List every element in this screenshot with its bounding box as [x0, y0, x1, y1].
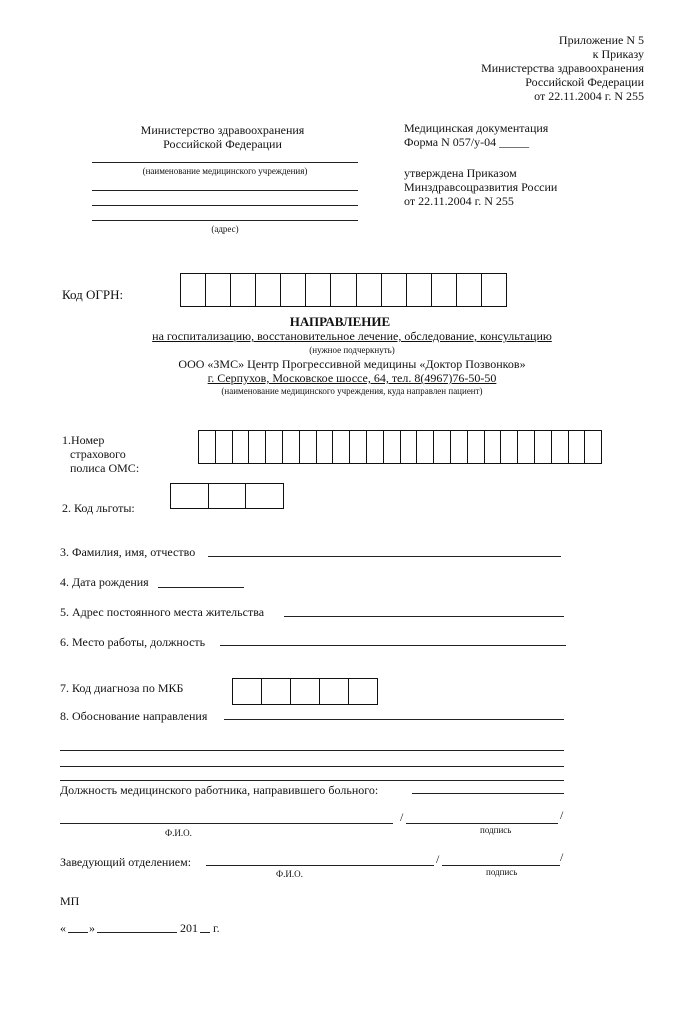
appendix-line-4: Российской Федерации: [525, 75, 644, 89]
form-info-line-1: Медицинская документация: [404, 121, 549, 135]
name-line[interactable]: [208, 556, 561, 557]
birth-label: 4. Дата рождения: [60, 575, 149, 589]
digit-box[interactable]: [320, 679, 349, 704]
diagnosis-label: 7. Код диагноза по МКБ: [60, 681, 184, 695]
head-label: Заведующий отделением:: [60, 855, 192, 869]
benefit-boxes[interactable]: [170, 483, 284, 509]
digit-box[interactable]: [233, 431, 250, 463]
benefit-label: 2. Код льготы:: [62, 501, 135, 515]
name-label: 3. Фамилия, имя, отчество: [60, 545, 196, 559]
digit-box[interactable]: [300, 431, 317, 463]
digit-box[interactable]: [349, 679, 377, 704]
form-info-line-2: Форма N 057/у-04 _____: [404, 135, 530, 149]
position-line[interactable]: [412, 793, 564, 794]
digit-box[interactable]: [485, 431, 502, 463]
work-label: 6. Место работы, должность: [60, 635, 206, 649]
date-month-line[interactable]: [97, 932, 177, 933]
head-signature-line[interactable]: [442, 865, 560, 866]
justification-line-4[interactable]: [60, 780, 564, 781]
ogrn-label: Код ОГРН:: [62, 287, 124, 302]
fio-caption: Ф.И.О.: [165, 828, 192, 838]
date-year: 201: [180, 921, 198, 935]
digit-box[interactable]: [552, 431, 569, 463]
justification-line-3[interactable]: [60, 766, 564, 767]
digit-box[interactable]: [357, 274, 382, 306]
signature-caption: подпись: [480, 825, 512, 835]
digit-box[interactable]: [585, 431, 601, 463]
digit-box[interactable]: [401, 431, 418, 463]
justification-line-1[interactable]: [224, 719, 564, 720]
digit-box[interactable]: [432, 274, 457, 306]
digit-box[interactable]: [281, 274, 306, 306]
digit-box[interactable]: [209, 484, 247, 508]
digit-box[interactable]: [266, 431, 283, 463]
justification-line-2[interactable]: [60, 750, 564, 751]
digit-box[interactable]: [367, 431, 384, 463]
digit-box[interactable]: [283, 431, 300, 463]
digit-box[interactable]: [231, 274, 256, 306]
policy-label-2: страхового: [70, 447, 126, 461]
ministry-line-2: Российской Федерации: [163, 137, 282, 151]
appendix-line-2: к Приказу: [592, 47, 644, 61]
digit-box[interactable]: [249, 431, 266, 463]
date-day-line[interactable]: [68, 932, 88, 933]
form-info-line-4: Минздравсоцразвития России: [404, 180, 558, 194]
fio-line[interactable]: [60, 823, 393, 824]
digit-box[interactable]: [246, 484, 283, 508]
head-fio-caption: Ф.И.О.: [276, 869, 303, 879]
address-line-2[interactable]: [92, 205, 358, 206]
digit-box[interactable]: [291, 679, 320, 704]
digit-box[interactable]: [171, 484, 209, 508]
institution-caption: (наименование медицинского учреждения): [142, 166, 308, 176]
position-label: Должность медицинского работника, направившего больного:: [60, 783, 379, 797]
justification-label: 8. Обоснование направления: [60, 709, 208, 723]
digit-box[interactable]: [306, 274, 331, 306]
digit-box[interactable]: [482, 274, 506, 306]
digit-box[interactable]: [501, 431, 518, 463]
head-signature-caption: подпись: [486, 867, 518, 877]
date-year-line[interactable]: [200, 932, 210, 933]
slash-4: /: [560, 850, 564, 864]
destination-caption: (наименование медицинского учреждения, куда направлен пациент): [221, 386, 483, 396]
form-info-line-3: утверждена Приказом: [404, 166, 517, 180]
destination-address: г. Серпухов, Московское шоссе, 64, тел. 8(4967)76-50-50: [207, 371, 497, 385]
appendix-line-1: Приложение N 5: [558, 33, 644, 47]
digit-box[interactable]: [382, 274, 407, 306]
digit-box[interactable]: [518, 431, 535, 463]
digit-box[interactable]: [331, 274, 356, 306]
ogrn-boxes[interactable]: [180, 273, 507, 307]
digit-box[interactable]: [350, 431, 367, 463]
slash-2: /: [560, 808, 564, 822]
slash-3: /: [436, 852, 440, 866]
digit-box[interactable]: [262, 679, 291, 704]
digit-box[interactable]: [256, 274, 281, 306]
digit-box[interactable]: [384, 431, 401, 463]
digit-box[interactable]: [569, 431, 586, 463]
institution-name-line[interactable]: [92, 162, 358, 163]
stamp-label: МП: [60, 894, 80, 908]
digit-box[interactable]: [417, 431, 434, 463]
address-field-line[interactable]: [284, 616, 564, 617]
date-year-suffix: г.: [213, 921, 220, 935]
digit-box[interactable]: [181, 274, 206, 306]
document-subtitle: на госпитализацию, восстановительное лечение, обследование, консультацию: [152, 329, 552, 343]
digit-box[interactable]: [317, 431, 334, 463]
appendix-line-5: от 22.11.2004 г. N 255: [534, 89, 644, 103]
digit-box[interactable]: [206, 274, 231, 306]
head-fio-line[interactable]: [206, 865, 434, 866]
address-line-1[interactable]: [92, 190, 358, 191]
appendix-line-3: Министерства здравоохранения: [481, 61, 644, 75]
ministry-line-1: Министерство здравоохранения: [140, 123, 305, 137]
diagnosis-boxes[interactable]: [232, 678, 378, 705]
birth-line[interactable]: [158, 587, 244, 588]
document-title: НАПРАВЛЕНИЕ: [289, 314, 391, 329]
digit-box[interactable]: [457, 274, 482, 306]
digit-box[interactable]: [451, 431, 468, 463]
digit-box[interactable]: [199, 431, 216, 463]
slash-1: /: [400, 810, 404, 824]
digit-box[interactable]: [434, 431, 451, 463]
signature-line[interactable]: [406, 823, 558, 824]
digit-box[interactable]: [233, 679, 262, 704]
destination-org: ООО «ЗМС» Центр Прогрессивной медицины «Доктор Позвонков»: [178, 357, 526, 371]
address-caption: (адрес): [211, 224, 239, 234]
policy-label-3: полиса ОМС:: [70, 461, 140, 475]
digit-box[interactable]: [407, 274, 432, 306]
digit-box[interactable]: [216, 431, 233, 463]
work-line[interactable]: [220, 645, 566, 646]
form-info-line-5: от 22.11.2004 г. N 255: [404, 194, 514, 208]
address-label: 5. Адрес постоянного места жительства: [60, 605, 265, 619]
underline-note: (нужное подчеркнуть): [309, 345, 395, 355]
date-close-quote: »: [89, 921, 95, 935]
address-line-3[interactable]: [92, 220, 358, 221]
policy-boxes[interactable]: [198, 430, 602, 464]
digit-box[interactable]: [333, 431, 350, 463]
digit-box[interactable]: [535, 431, 552, 463]
digit-box[interactable]: [468, 431, 485, 463]
date-open-quote: «: [60, 921, 66, 935]
policy-label-1: 1.Номер: [62, 433, 105, 447]
